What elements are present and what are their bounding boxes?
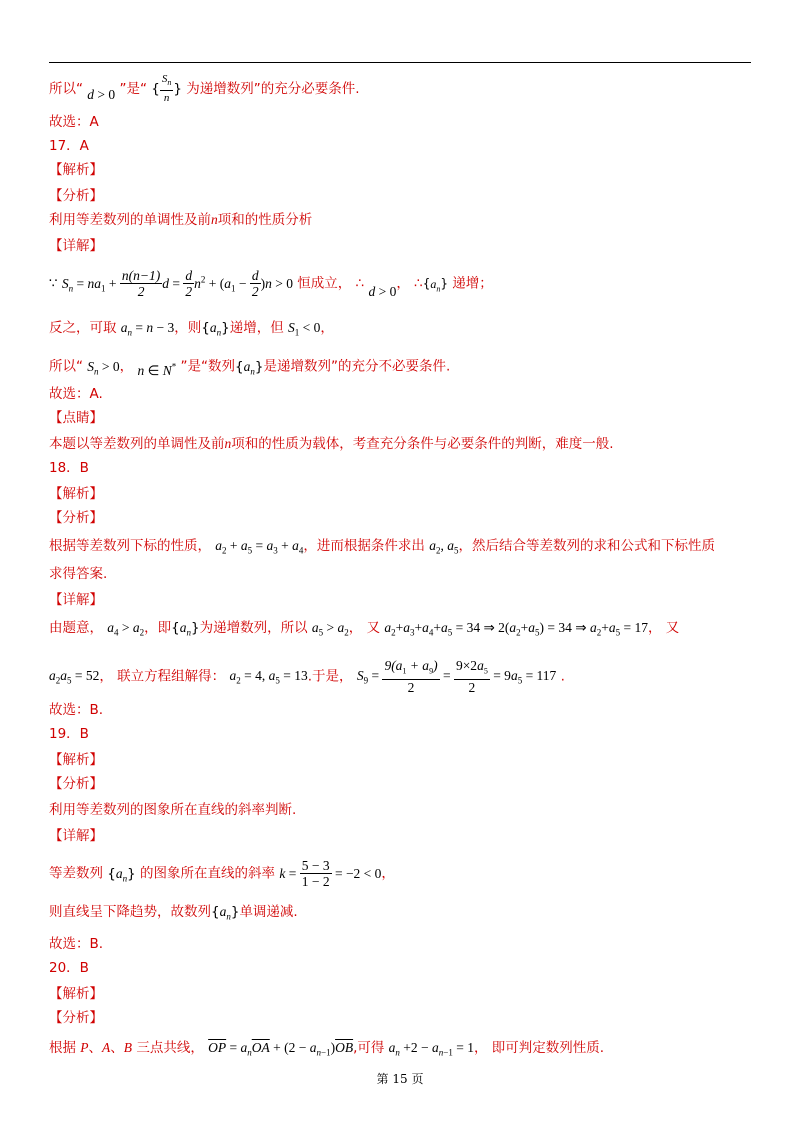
text-line-13: 18．B: [49, 460, 89, 476]
text-line-29: 故选：B.: [49, 936, 104, 952]
text-line-12: 本题以等差数列的单调性及前n项和的性质为载体，考查充分条件与必要条件的判断，难度一般.: [49, 436, 614, 452]
text-line-10: 故选：A.: [49, 386, 103, 402]
text-line-22: 19．B: [49, 726, 89, 742]
text-line-7: ∵ $S_n = na_1$ + $\frac{n(n-1)}{2}$ d = $\frac{d}{2}$ $n^2 + (a_1$ − $\frac{d}{2}$ )n > 0 恒成立， ∴ d > 0， $\therefore\{a_n\}$ 递增；: [49, 268, 493, 299]
text-line-2: 17．A: [49, 138, 89, 154]
page-footer: 第 15 页: [376, 1072, 424, 1086]
text-line-28: 则直线呈下降趋势，故数列$\{a_n\}$单调递减.: [49, 904, 298, 922]
text-line-4: 【分析】: [49, 188, 103, 204]
text-line-24: 【分析】: [49, 776, 103, 792]
text-line-1: 故选：A: [49, 114, 99, 130]
text-line-23: 【解析】: [49, 752, 103, 768]
text-line-32: 【分析】: [49, 1010, 103, 1026]
text-line-18: 【详解】: [49, 592, 103, 608]
text-line-25: 利用等差数列的图象所在直线的斜率判断.: [49, 802, 297, 818]
text-line-31: 【解析】: [49, 986, 103, 1002]
text-line-27: 等差数列 $\{a_n\}$ 的图象所在直线的斜率 k = $\frac{5 - 3}{1 - 2}$ = −2 < 0，: [49, 858, 395, 889]
text-line-33: 根据 P、A、B 三点共线， $\overline{OP} = a_n\overline{OA} + (2 - a_{n-1})\overline{OB}$,可得 $a_n +2 - a_{n-1} = 1$， 即可判定数列性质.: [49, 1040, 605, 1058]
text-line-20: $a_2a_5 = 52$， 联立方程组解得： $a_2 = 4$, $a_5 = 13$.于是， $S_9$ = $\frac{9(a_1 + a_9)}{2}$ = $\frac{9\times 2a_5}{2}$ = $9a_5 = 117$ .: [49, 658, 565, 695]
header-rule: [49, 62, 751, 63]
text-line-3: 【解析】: [49, 162, 103, 178]
text-line-5: 利用等差数列的单调性及前n项和的性质分析: [49, 212, 313, 228]
text-line-8: 反之，可取 $a_n = n - 3$，则$\{a_n\}$递增，但 $S_1 < 0$，: [49, 320, 334, 338]
text-line-14: 【解析】: [49, 486, 103, 502]
text-line-17: 求得答案.: [49, 566, 108, 582]
text-line-21: 故选：B.: [49, 702, 104, 718]
text-line-19: 由题意， $a_4 > a_2$，即$\{a_n\}$为递增数列，所以 $a_5 > a_2$， 又 $a_2+a_3+a_4+a_5 = 34$ ⇒ $2(a_2+a_5) = 34$ ⇒ $a_2+a_5 = 17$， 又: [49, 620, 680, 638]
text-line-26: 【详解】: [49, 828, 103, 844]
text-line-0: 所以“ d > 0 ”是“ { $\frac{S_n}{n}$ } 为递增数列”的充分必要条件.: [49, 73, 360, 105]
text-line-15: 【分析】: [49, 510, 103, 526]
text-line-6: 【详解】: [49, 238, 103, 254]
text-line-9: 所以“ $S_n > 0$， n ∈ N* ”是“数列$\{a_n\}$是递增数列”的充分不必要条件.: [49, 358, 451, 378]
text-line-11: 【点睛】: [49, 410, 103, 426]
text-line-30: 20．B: [49, 960, 89, 976]
text-line-16: 根据等差数列下标的性质， $a_2 + a_5 = a_3 + a_4$，进而根据条件求出 $a_2$, $a_5$，然后结合等差数列的求和公式和下标性质: [49, 538, 715, 556]
